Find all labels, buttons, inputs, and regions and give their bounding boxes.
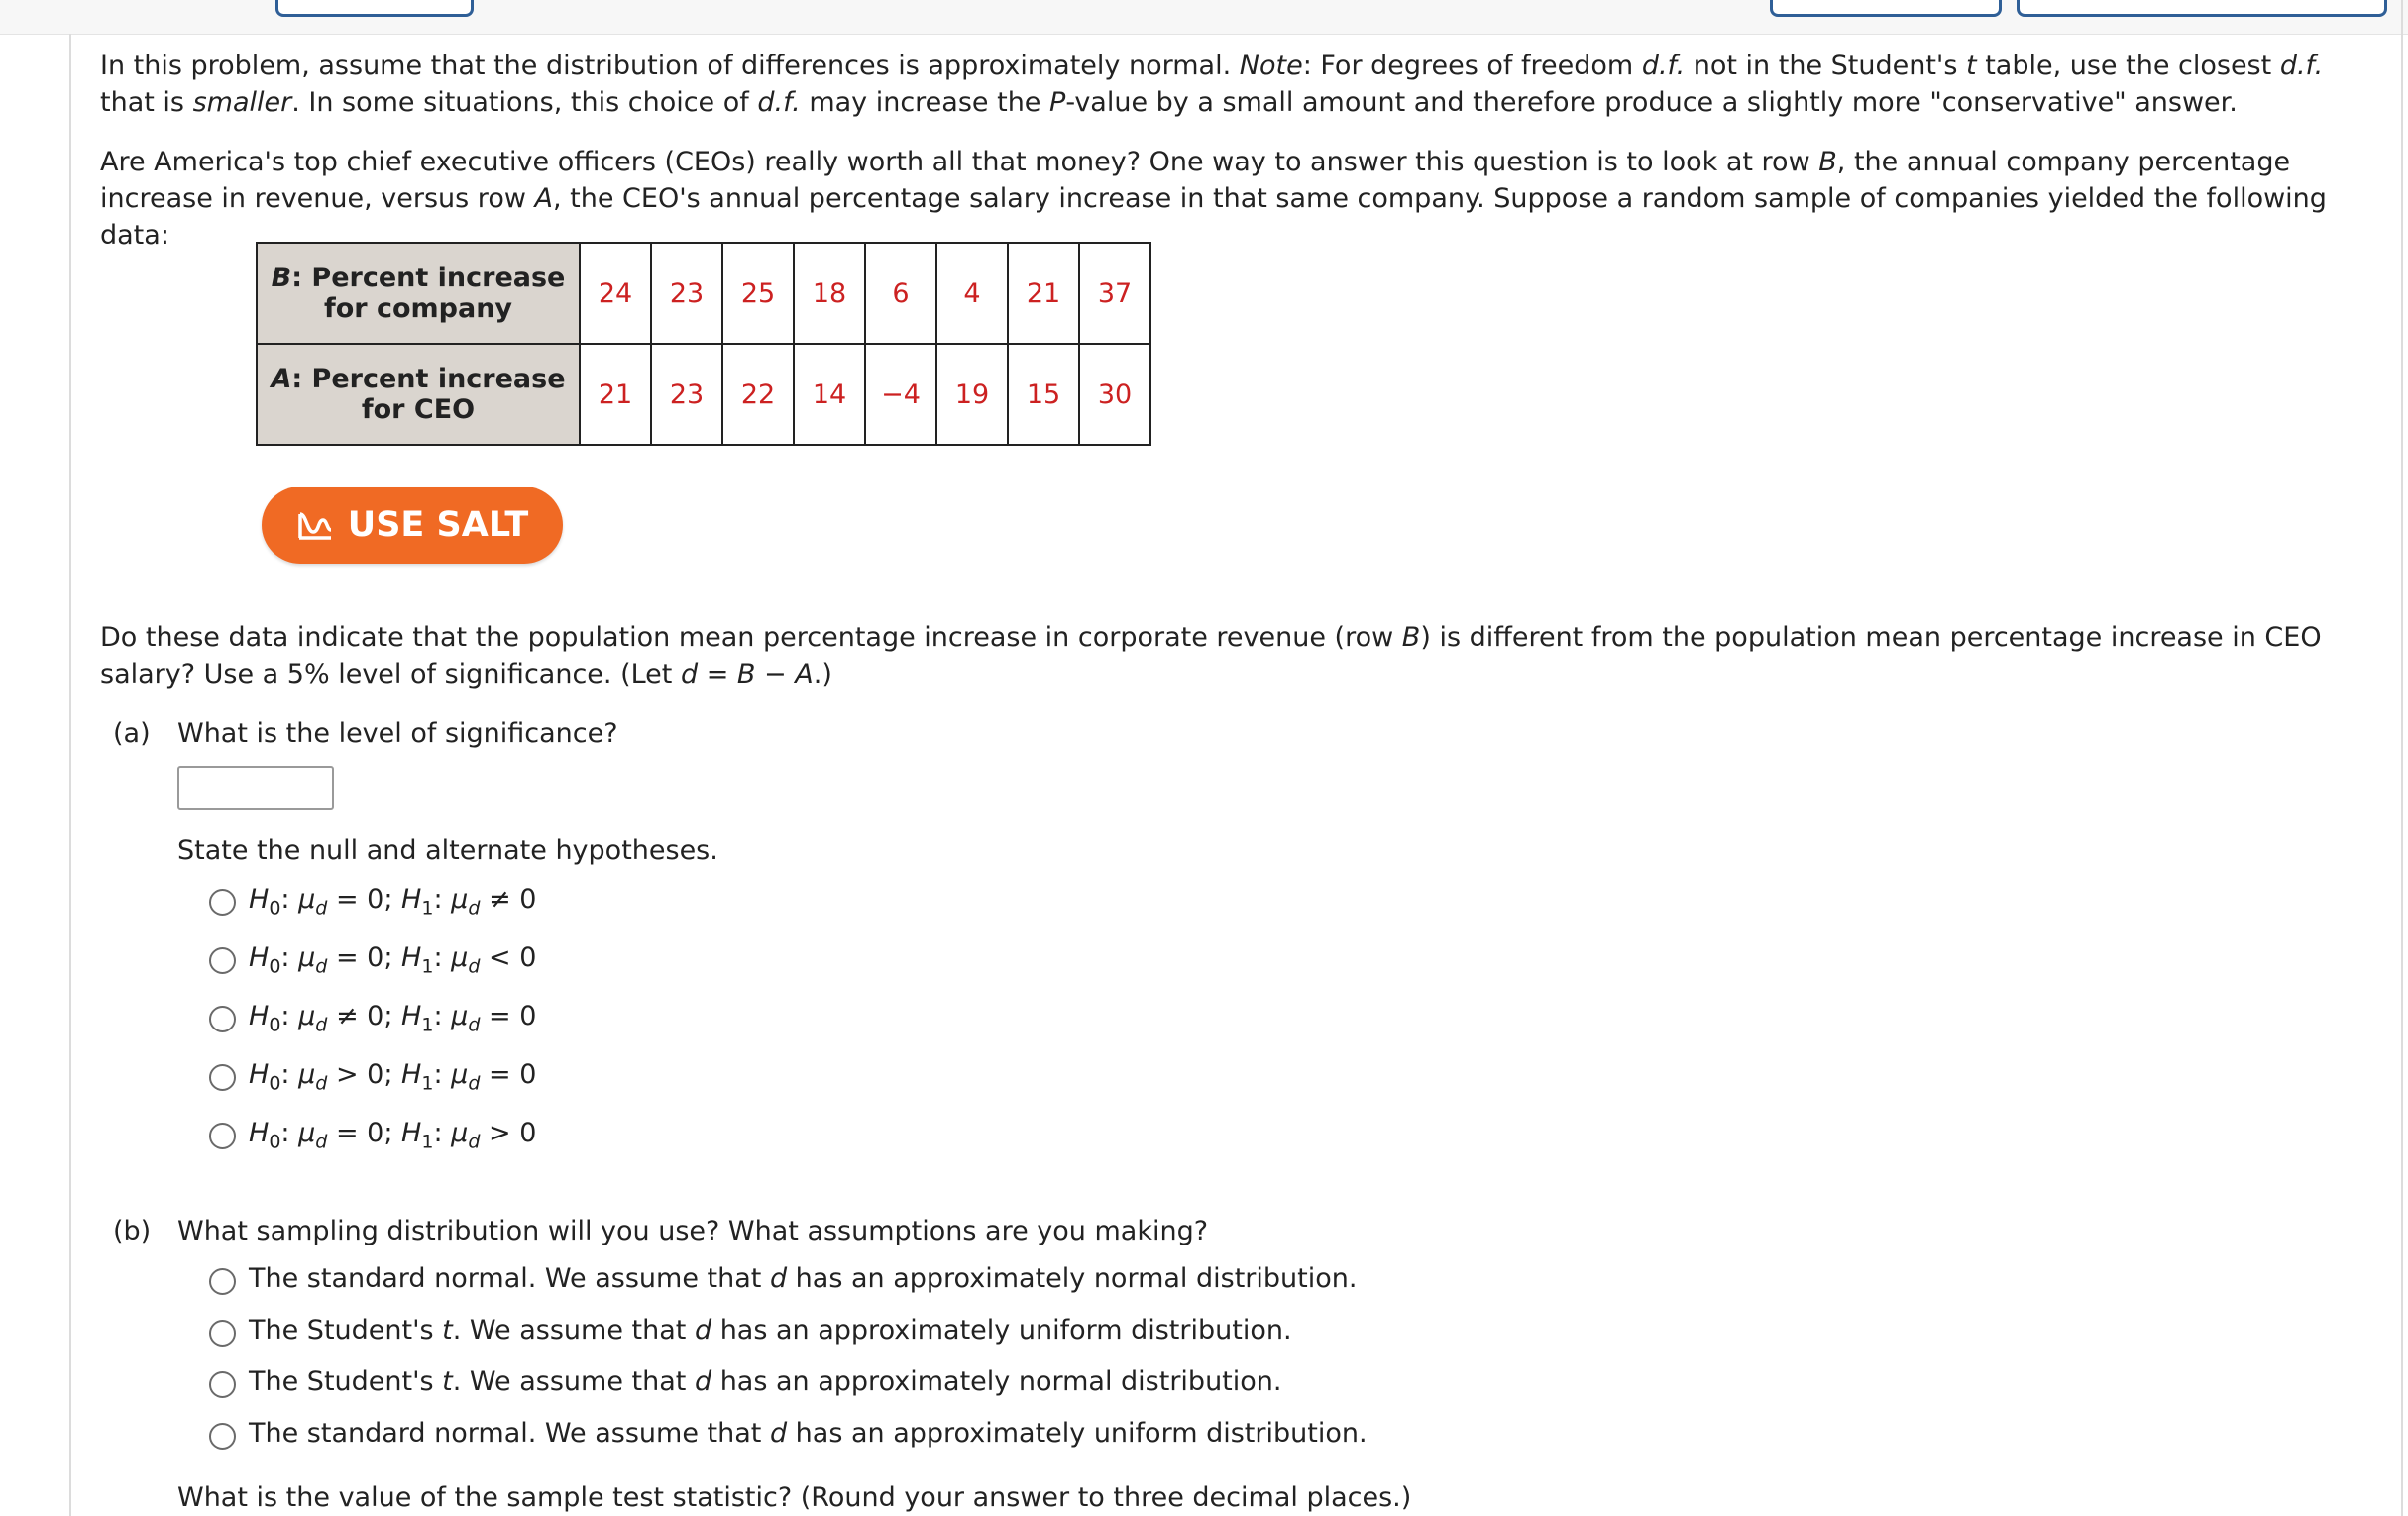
hypothesis-radio-5[interactable] [209, 1123, 236, 1149]
distribution-radio-1[interactable] [209, 1268, 236, 1295]
row-a-cell: 23 [651, 344, 722, 445]
row-b-cell: 24 [580, 243, 651, 344]
distribution-radio-4[interactable] [209, 1423, 236, 1450]
salt-button-label: USE SALT [347, 505, 529, 545]
hypothesis-radio-1[interactable] [209, 889, 236, 916]
row-a-cell: 30 [1079, 344, 1150, 445]
distribution-option-3: The Student's t. We assume that d has an approximately normal distribution. [249, 1366, 1282, 1397]
toolbar-button-right-2[interactable] [2017, 0, 2387, 17]
distribution-radio-2[interactable] [209, 1320, 236, 1347]
row-a-cell: 19 [936, 344, 1008, 445]
hypothesis-radio-2[interactable] [209, 947, 236, 974]
salt-icon [296, 508, 334, 542]
test-question: Do these data indicate that the population mean percentage increase in corporate revenue (row B) is different from the population mean percentage increase in CEO salary? Use a 5% level of significance. (Let d = B − A.) [100, 622, 2322, 690]
question-text: Are America's top chief executive officers (CEOs) really worth all that money? One way to answer this question is to look at row B, the annual company percentage increase in revenue, versus row A, the CEO's annual percentage salary increase in that same company. Suppose a random sample of companies yielded the following data: [100, 147, 2327, 251]
row-b-cell: 21 [1008, 243, 1079, 344]
row-a-cell: 15 [1008, 344, 1079, 445]
row-a-cell: −4 [865, 344, 936, 445]
use-salt-button[interactable] [262, 487, 563, 564]
hypothesis-option-5: $H_0$: $\mu_d = 0$; $H_1$: $\mu_d > 0$ [249, 1118, 537, 1153]
intro-note: In this problem, assume that the distribution of differences is approximately normal. Note: For degrees of freedom d.f. not in the Student's t table, use the closest d.f. that is smaller. In some situations, this choice of d.f. may increase the P-value by a small amount and therefore produce a slightly more "conservative" answer. [100, 51, 2324, 118]
row-a-cell: 14 [794, 344, 865, 445]
hypothesis-option-2: $H_0$: $\mu_d = 0$; $H_1$: $\mu_d < 0$ [249, 942, 537, 978]
table-row-a [257, 344, 1150, 445]
part-b-label: (b) [113, 1216, 152, 1246]
toolbar-button-left[interactable] [275, 0, 474, 17]
part-a-question: What is the level of significance? [177, 718, 618, 749]
distribution-option-2: The Student's t. We assume that d has an approximately uniform distribution. [249, 1315, 1292, 1346]
distribution-option-4: The standard normal. We assume that d has an approximately uniform distribution. [249, 1418, 1368, 1449]
row-b-header: B: Percent increase for company [257, 243, 580, 344]
table-row-b [257, 243, 1150, 344]
part-a-label: (a) [113, 718, 151, 749]
significance-input[interactable] [177, 766, 334, 810]
content-right-rule [2401, 0, 2403, 1516]
data-table [256, 242, 1151, 446]
content-left-rule [69, 34, 71, 1516]
row-a-header: A: Percent increase for CEO [257, 344, 580, 445]
row-a-cell: 22 [722, 344, 794, 445]
row-a-cell: 21 [580, 344, 651, 445]
row-b-cell: 23 [651, 243, 722, 344]
distribution-option-1: The standard normal. We assume that d has an approximately normal distribution. [249, 1263, 1358, 1294]
part-b-question: What sampling distribution will you use? What assumptions are you making? [177, 1216, 1209, 1246]
distribution-radio-3[interactable] [209, 1371, 236, 1398]
hypothesis-radio-4[interactable] [209, 1064, 236, 1091]
row-b-cell: 18 [794, 243, 865, 344]
hypothesis-option-3: $H_0$: $\mu_d \ne 0$; $H_1$: $\mu_d = 0$ [249, 1001, 537, 1036]
row-b-cell: 4 [936, 243, 1008, 344]
hypotheses-prompt: State the null and alternate hypotheses. [177, 835, 718, 866]
hypothesis-option-4: $H_0$: $\mu_d > 0$; $H_1$: $\mu_d = 0$ [249, 1059, 537, 1095]
hypothesis-option-1: $H_0$: $\mu_d = 0$; $H_1$: $\mu_d \ne 0$ [249, 884, 537, 920]
test-statistic-prompt: What is the value of the sample test statistic? (Round your answer to three decimal places.) [177, 1482, 1412, 1513]
toolbar-button-right-1[interactable] [1770, 0, 2002, 17]
row-b-cell: 25 [722, 243, 794, 344]
row-b-cell: 6 [865, 243, 936, 344]
row-b-cell: 37 [1079, 243, 1150, 344]
top-toolbar [0, 0, 2408, 35]
hypothesis-radio-3[interactable] [209, 1006, 236, 1032]
